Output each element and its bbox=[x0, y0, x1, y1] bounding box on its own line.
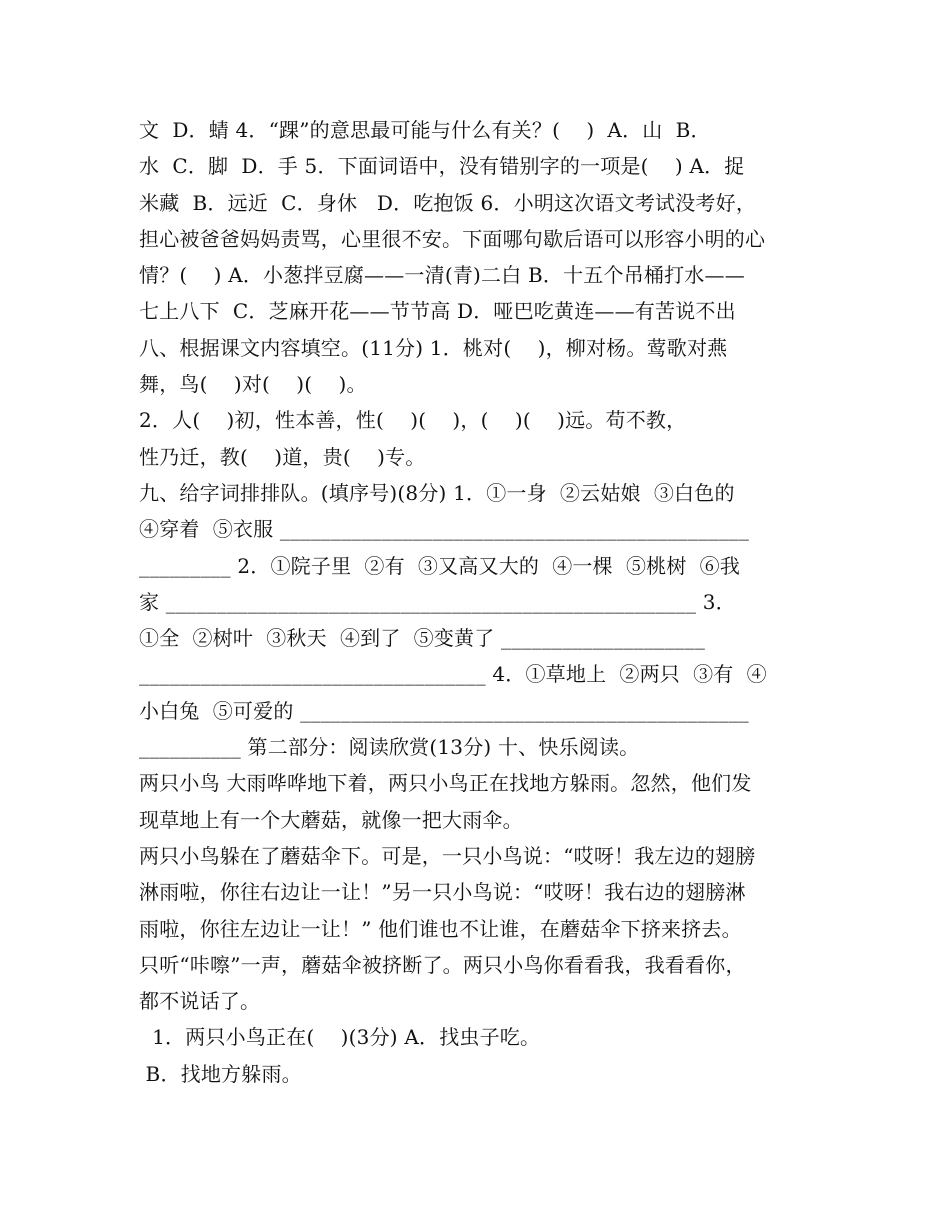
question-option-line: B．找地方躲雨。 bbox=[139, 1061, 302, 1086]
text-line: 水 C．脚 D．手 5．下面词语中，没有错别字的一项是( ) A．捉 bbox=[139, 154, 745, 179]
answer-blank-line: ④穿着 ⑤衣服 ______________________________________________ bbox=[139, 517, 750, 542]
reading-passage-line: 都不说话了。 bbox=[139, 989, 261, 1014]
text-line: 情？( ) A．小葱拌豆腐——一清(青)二白 B．十五个吊桶打水—— bbox=[139, 263, 745, 288]
text-line: 舞，鸟( )对( )( )。 bbox=[139, 372, 367, 397]
document-body bbox=[139, 112, 829, 1092]
text-line: 担心被爸爸妈妈责骂，心里很不安。下面哪句歇后语可以形容小明的心 bbox=[139, 226, 766, 251]
text-line: 性乃迁，教( )道，贵( )专。 bbox=[139, 444, 426, 469]
question-line: 1．两只小鸟正在( )(3分) A．找虫子吃。 bbox=[139, 1025, 541, 1050]
answer-blank-line: 家 ____________________________________________________ 3． bbox=[139, 589, 736, 614]
text-line: 2．人( )初，性本善，性( )( )，( )( )远。苟不教， bbox=[139, 408, 687, 433]
answer-blank-line: __________________________________ 4．①草地上 ②两只 ③有 ④ bbox=[139, 662, 767, 687]
answer-blank-line: 小白兔 ⑤可爱的 ____________________________________________ bbox=[139, 698, 749, 723]
reading-passage-line: 现草地上有一个大蘑菇，就像一把大雨伞。 bbox=[139, 807, 523, 832]
text-line: 七上八下 C．芝麻开花——节节高 D．哑巴吃黄连——有苦说不出 bbox=[139, 299, 736, 324]
reading-passage-line: 雨啦，你往左边让一让！” 他们谁也不让谁，在蘑菇伞下挤来挤去。 bbox=[139, 916, 742, 941]
answer-blank-line: _________ 2．①院子里 ②有 ③又高又大的 ④一棵 ⑤桃树 ⑥我 bbox=[139, 553, 741, 578]
text-line: 米藏 B．远近 C．身休 D．吃抱饭 6．小明这次语文考试没考好， bbox=[139, 190, 757, 215]
text-line: 文 D．蜻 4．“踝”的意思最可能与什么有关？( ) A．山 B． bbox=[139, 118, 711, 142]
section-heading-part2: __________ 第二部分：阅读欣赏(13分) 十、快乐阅读。 bbox=[139, 735, 640, 760]
answer-blank-line: ①全 ②树叶 ③秋天 ④到了 ⑤变黄了 ____________________ bbox=[139, 626, 706, 651]
section-heading-8: 八、根据课文内容填空。(11分) 1．桃对( )，柳对杨。莺歌对燕 bbox=[139, 335, 728, 360]
reading-passage-line: 两只小鸟 大雨哗哗地下着，两只小鸟正在找地方躲雨。忽然，他们发 bbox=[139, 771, 752, 796]
reading-passage-line: 两只小鸟躲在了蘑菇伞下。可是，一只小鸟说：“哎呀！我左边的翅膀 bbox=[139, 843, 756, 868]
reading-passage-line: 只听“咔嚓”一声，蘑菇伞被挤断了。两只小鸟你看看我，我看看你， bbox=[139, 952, 746, 977]
reading-passage-line: 淋雨啦，你往右边让一让！”另一只小鸟说：“哎呀！我右边的翅膀淋 bbox=[139, 880, 746, 905]
section-heading-9: 九、给字词排排队。(填序号)(8分) 1．①一身 ②云姑娘 ③白色的 bbox=[139, 480, 735, 505]
